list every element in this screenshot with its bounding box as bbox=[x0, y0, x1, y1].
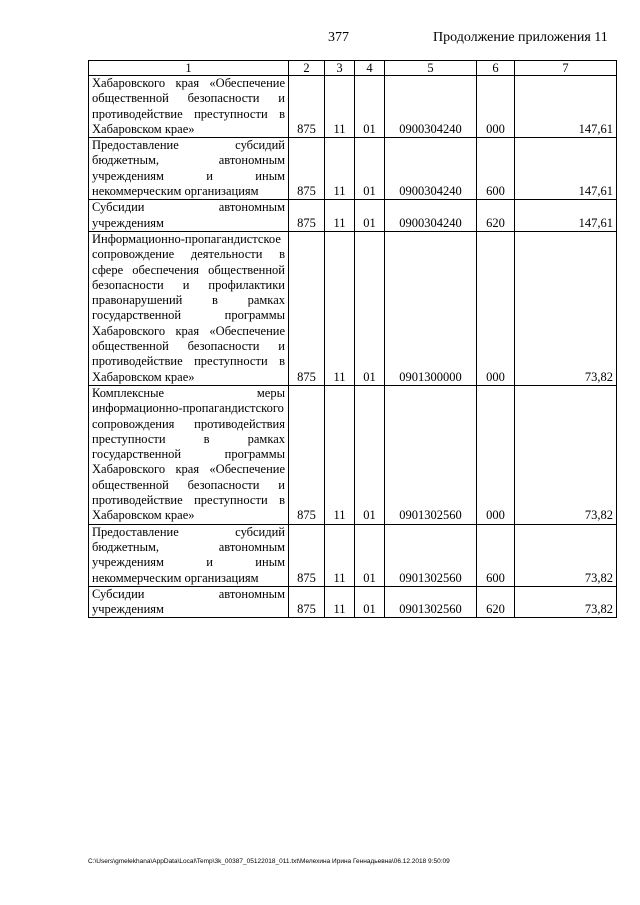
subsection-code: 01 bbox=[355, 138, 385, 200]
table-row bbox=[89, 524, 617, 586]
amount: 73,82 bbox=[515, 524, 617, 586]
row-name: Информационно-пропагандистское сопровождение деятельности в сфере обеспечения общественной безопасности и профилактики правонарушений в рамках государственной программы Хабаровского края «Обеспечение общественной безопасности и противодействие преступности в Хабаровском крае» bbox=[89, 231, 289, 385]
section-code: 11 bbox=[325, 138, 355, 200]
column-header-3: 3 bbox=[325, 61, 355, 76]
amount: 73,82 bbox=[515, 385, 617, 524]
subsection-code: 01 bbox=[355, 231, 385, 385]
section-code: 11 bbox=[325, 200, 355, 232]
ministry-code: 875 bbox=[289, 200, 325, 232]
row-name: Субсидии автономным учреждениям bbox=[89, 586, 289, 618]
table-row bbox=[89, 586, 617, 618]
expense-type-code: 620 bbox=[477, 586, 515, 618]
section-code: 11 bbox=[325, 231, 355, 385]
table-row bbox=[89, 200, 617, 232]
column-header-7: 7 bbox=[515, 61, 617, 76]
section-code: 11 bbox=[325, 524, 355, 586]
target-article-code: 0901302560 bbox=[385, 586, 477, 618]
page-number: 377 bbox=[328, 30, 349, 45]
footer-file-path: C:\Users\gmelekhana\AppData\Local\Temp\3k_00387_05122018_011.txt\Мелехина Ирина Геннадьевна\06.12.2018 9:50:09 bbox=[88, 858, 450, 865]
target-article-code: 0900304240 bbox=[385, 200, 477, 232]
section-code: 11 bbox=[325, 76, 355, 138]
subsection-code: 01 bbox=[355, 200, 385, 232]
target-article-code: 0901302560 bbox=[385, 524, 477, 586]
target-article-code: 0901300000 bbox=[385, 231, 477, 385]
table-row bbox=[89, 385, 617, 524]
ministry-code: 875 bbox=[289, 138, 325, 200]
appendix-continuation-note: Продолжение приложения 11 bbox=[433, 30, 608, 45]
table-row bbox=[89, 231, 617, 385]
row-name: Комплексные меры информационно-пропагандистского сопровождения противодействия преступности в рамках государственной программы Хабаровского края «Обеспечение общественной безопасности и противодействие преступности в Хабаровском крае» bbox=[89, 385, 289, 524]
table-row bbox=[89, 76, 617, 138]
subsection-code: 01 bbox=[355, 385, 385, 524]
column-header-1: 1 bbox=[89, 61, 289, 76]
amount: 147,61 bbox=[515, 200, 617, 232]
section-code: 11 bbox=[325, 586, 355, 618]
row-name: Хабаровского края «Обеспечение общественной безопасности и противодействие преступности в Хабаровском крае» bbox=[89, 76, 289, 138]
expense-type-code: 600 bbox=[477, 138, 515, 200]
target-article-code: 0900304240 bbox=[385, 138, 477, 200]
budget-table bbox=[88, 60, 617, 618]
ministry-code: 875 bbox=[289, 524, 325, 586]
ministry-code: 875 bbox=[289, 586, 325, 618]
table-row bbox=[89, 138, 617, 200]
row-name: Предоставление субсидий бюджетным, автономным учреждениям и иным некоммерческим организациям bbox=[89, 524, 289, 586]
column-header-2: 2 bbox=[289, 61, 325, 76]
subsection-code: 01 bbox=[355, 586, 385, 618]
expense-type-code: 000 bbox=[477, 231, 515, 385]
amount: 147,61 bbox=[515, 76, 617, 138]
ministry-code: 875 bbox=[289, 385, 325, 524]
amount: 147,61 bbox=[515, 138, 617, 200]
target-article-code: 0901302560 bbox=[385, 385, 477, 524]
expense-type-code: 620 bbox=[477, 200, 515, 232]
ministry-code: 875 bbox=[289, 76, 325, 138]
column-header-6: 6 bbox=[477, 61, 515, 76]
column-number-row bbox=[89, 61, 617, 76]
amount: 73,82 bbox=[515, 586, 617, 618]
section-code: 11 bbox=[325, 385, 355, 524]
subsection-code: 01 bbox=[355, 76, 385, 138]
expense-type-code: 000 bbox=[477, 76, 515, 138]
expense-type-code: 000 bbox=[477, 385, 515, 524]
column-header-4: 4 bbox=[355, 61, 385, 76]
expense-type-code: 600 bbox=[477, 524, 515, 586]
row-name: Предоставление субсидий бюджетным, автономным учреждениям и иным некоммерческим организациям bbox=[89, 138, 289, 200]
ministry-code: 875 bbox=[289, 231, 325, 385]
amount: 73,82 bbox=[515, 231, 617, 385]
target-article-code: 0900304240 bbox=[385, 76, 477, 138]
column-header-5: 5 bbox=[385, 61, 477, 76]
row-name: Субсидии автономным учреждениям bbox=[89, 200, 289, 232]
subsection-code: 01 bbox=[355, 524, 385, 586]
